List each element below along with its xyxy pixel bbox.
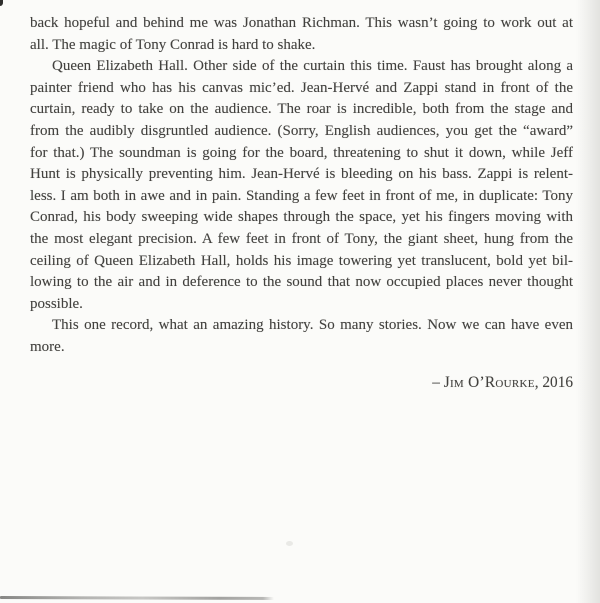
paragraphs [30,13,573,359]
scan-bottom-edge-line [0,596,274,600]
text-block [30,13,573,393]
text-line: more. [30,338,65,355]
text-line: for that.) The soundman is going for the board, threatening to shut it down, while Jeff [30,144,573,161]
text-line: less. I am both in awe and in pain. Standing a few feet in front of me, in duplicate: Tony [30,187,573,204]
text-line: all. The magic of Tony Conrad is hard to shake. [30,36,316,53]
text-line: the most elegant precision. A few feet in front of Tony, the giant sheet, hung from the [30,230,573,247]
scan-corner-speck [0,0,3,6]
text-line: painter friend who has his canvas mic’ed. Jean-Hervé and Zappi stand in front of the [30,79,573,96]
signature-year: , 2016 [534,373,573,391]
paragraph [30,56,573,315]
text-line: Queen Elizabeth Hall. Other side of the curtain this time. Faust has brought along a [52,58,573,75]
text-line: Hunt is physically preventing him. Jean-Hervé is bleeding on his bass. Zappi is relent- [30,166,573,183]
text-line: back hopeful and behind me was Jonathan Richman. This wasn’t going to work out at [30,15,573,31]
paragraph [30,315,573,358]
signature-name: Jim O’Rourke [443,373,535,391]
text-line: ceiling of Queen Elizabeth Hall, holds his image towering yet translucent, bold yet bil- [30,252,573,269]
scan-right-edge-shade [576,0,600,603]
text-line: curtain, ready to take on the audience. The roar is incredible, both from the stage and [30,101,573,118]
signature-dash: – [432,373,444,391]
signature-line [30,372,573,394]
text-line: possible. [30,295,83,312]
text-line: Conrad, his body sweeping wide shapes through the space, yet his fingers moving with [30,209,573,226]
text-line: lowing to the air and in deference to the sound that now occupied places never thought [30,274,573,291]
text-line: This one record, what an amazing history. So many stories. Now we can have even [52,317,573,334]
scan-dust-speck [286,541,293,546]
text-line: from the audibly disgruntled audience. (Sorry, English audiences, you get the “award” [30,122,573,139]
paragraph [30,13,573,56]
